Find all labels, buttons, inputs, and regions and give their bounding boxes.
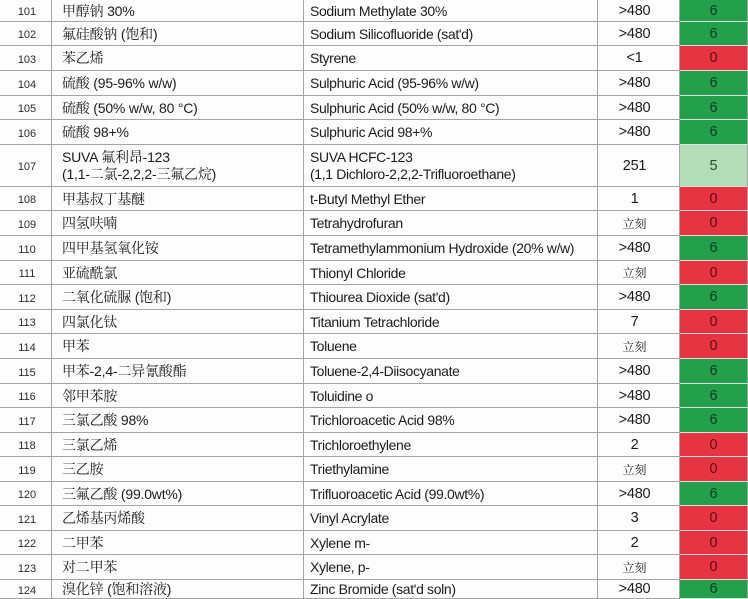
resistance-rating: 6 <box>680 408 748 433</box>
breakthrough-time: >480 <box>598 22 680 46</box>
table-row <box>0 506 748 531</box>
table-row <box>0 46 748 71</box>
chemical-name-cn: 三乙胺 <box>52 457 304 482</box>
chemical-name-cn: 四甲基氢氧化铵 <box>52 236 304 261</box>
resistance-rating: 6 <box>680 96 748 120</box>
row-number: 121 <box>0 506 52 531</box>
breakthrough-time: 7 <box>598 310 680 334</box>
chemical-name-cn: 对二甲苯 <box>52 555 304 580</box>
chemical-name-en: Toluidine o <box>304 384 598 408</box>
chemical-name-cn: 邻甲苯胺 <box>52 384 304 408</box>
chemical-name-cn: 乙烯基丙烯酸 <box>52 506 304 531</box>
row-number: 105 <box>0 96 52 120</box>
breakthrough-time: >480 <box>598 482 680 506</box>
resistance-rating: 6 <box>680 120 748 145</box>
table-row <box>0 261 748 285</box>
row-number: 112 <box>0 285 52 310</box>
breakthrough-time: 立刻 <box>598 457 680 482</box>
resistance-rating: 6 <box>680 285 748 310</box>
chemical-name-en: Tetrahydrofuran <box>304 211 598 236</box>
table-row <box>0 236 748 261</box>
resistance-rating: 6 <box>680 482 748 506</box>
table-row <box>0 580 748 599</box>
breakthrough-time: >480 <box>598 236 680 261</box>
resistance-rating: 6 <box>680 71 748 96</box>
table-row <box>0 384 748 408</box>
table-row <box>0 22 748 46</box>
table-row <box>0 96 748 120</box>
table-row <box>0 145 748 187</box>
chemical-name-en: t-Butyl Methyl Ether <box>304 187 598 211</box>
resistance-rating: 0 <box>680 433 748 457</box>
resistance-rating: 0 <box>680 334 748 359</box>
breakthrough-time: >480 <box>598 285 680 310</box>
breakthrough-time: 3 <box>598 506 680 531</box>
chemical-name-en: Thionyl Chloride <box>304 261 598 285</box>
table-row <box>0 120 748 145</box>
table-row <box>0 187 748 211</box>
row-number: 111 <box>0 261 52 285</box>
resistance-rating: 6 <box>680 22 748 46</box>
table-row <box>0 310 748 334</box>
row-number: 102 <box>0 22 52 46</box>
resistance-rating: 0 <box>680 211 748 236</box>
resistance-rating: 0 <box>680 46 748 71</box>
chemical-name-cn: 甲苯-2,4-二异氰酸酯 <box>52 359 304 384</box>
chemical-name-cn: SUVA 氟利昂-123 (1,1-二氯-2,2,2-三氟乙烷) <box>52 145 304 187</box>
table-row <box>0 211 748 236</box>
row-number: 115 <box>0 359 52 384</box>
breakthrough-time: >480 <box>598 359 680 384</box>
chemical-name-en: Toluene-2,4-Diisocyanate <box>304 359 598 384</box>
resistance-rating: 6 <box>680 236 748 261</box>
chemical-name-cn: 三氯乙烯 <box>52 433 304 457</box>
breakthrough-time: 立刻 <box>598 261 680 285</box>
resistance-rating: 0 <box>680 187 748 211</box>
row-number: 106 <box>0 120 52 145</box>
table-row <box>0 531 748 555</box>
table-row <box>0 0 748 22</box>
breakthrough-time: 立刻 <box>598 334 680 359</box>
table-row <box>0 457 748 482</box>
resistance-rating: 0 <box>680 457 748 482</box>
chemical-name-en: Sodium Methylate 30% <box>304 0 598 22</box>
breakthrough-time: >480 <box>598 580 680 599</box>
table-row <box>0 359 748 384</box>
chemical-name-en: Vinyl Acrylate <box>304 506 598 531</box>
chemical-name-cn: 二甲苯 <box>52 531 304 555</box>
row-number: 119 <box>0 457 52 482</box>
resistance-rating: 0 <box>680 555 748 580</box>
row-number: 107 <box>0 145 52 187</box>
breakthrough-time: >480 <box>598 384 680 408</box>
breakthrough-time: >480 <box>598 408 680 433</box>
row-number: 116 <box>0 384 52 408</box>
chemical-name-cn: 氟硅酸钠 (饱和) <box>52 22 304 46</box>
chemical-name-en: Triethylamine <box>304 457 598 482</box>
row-number: 117 <box>0 408 52 433</box>
resistance-rating: 0 <box>680 531 748 555</box>
table-row <box>0 71 748 96</box>
table-row <box>0 433 748 457</box>
chemical-name-en: Trichloroethylene <box>304 433 598 457</box>
chemical-name-cn: 溴化锌 (饱和溶液) <box>52 580 304 599</box>
row-number: 103 <box>0 46 52 71</box>
chemical-name-en: Trifluoroacetic Acid (99.0wt%) <box>304 482 598 506</box>
chemical-name-cn: 二氧化硫脲 (饱和) <box>52 285 304 310</box>
chemical-name-en: Trichloroacetic Acid 98% <box>304 408 598 433</box>
breakthrough-time: <1 <box>598 46 680 71</box>
resistance-rating: 0 <box>680 310 748 334</box>
chemical-name-cn: 硫酸 (95-96% w/w) <box>52 71 304 96</box>
chemical-name-en: Xylene m- <box>304 531 598 555</box>
breakthrough-time: >480 <box>598 120 680 145</box>
breakthrough-time: 立刻 <box>598 211 680 236</box>
chemical-name-en: Toluene <box>304 334 598 359</box>
chemical-name-en: Sulphuric Acid (50% w/w, 80 °C) <box>304 96 598 120</box>
chemical-name-cn: 苯乙烯 <box>52 46 304 71</box>
row-number: 101 <box>0 0 52 22</box>
table-row <box>0 334 748 359</box>
row-number: 108 <box>0 187 52 211</box>
chemical-name-en: Sulphuric Acid 98+% <box>304 120 598 145</box>
chemical-name-cn: 四氢呋喃 <box>52 211 304 236</box>
row-number: 118 <box>0 433 52 457</box>
chemical-name-cn: 三氯乙酸 98% <box>52 408 304 433</box>
row-number: 113 <box>0 310 52 334</box>
resistance-rating: 0 <box>680 506 748 531</box>
table-row <box>0 408 748 433</box>
table-row <box>0 482 748 506</box>
breakthrough-time: 2 <box>598 433 680 457</box>
chemical-name-cn: 甲苯 <box>52 334 304 359</box>
chemical-name-en: Styrene <box>304 46 598 71</box>
row-number: 122 <box>0 531 52 555</box>
chemical-name-cn: 四氯化钛 <box>52 310 304 334</box>
table-row <box>0 555 748 580</box>
chemical-name-en: Sulphuric Acid (95-96% w/w) <box>304 71 598 96</box>
chemical-name-en: Zinc Bromide (sat'd soln) <box>304 580 598 599</box>
chemical-name-cn: 硫酸 98+% <box>52 120 304 145</box>
row-number: 110 <box>0 236 52 261</box>
row-number: 124 <box>0 580 52 599</box>
breakthrough-time: >480 <box>598 71 680 96</box>
chemical-name-en: Sodium Silicofluoride (sat'd) <box>304 22 598 46</box>
resistance-rating: 6 <box>680 0 748 22</box>
breakthrough-time: >480 <box>598 0 680 22</box>
chemical-name-cn: 硫酸 (50% w/w, 80 °C) <box>52 96 304 120</box>
row-number: 104 <box>0 71 52 96</box>
resistance-rating: 6 <box>680 580 748 599</box>
table-row <box>0 285 748 310</box>
chemical-name-en: SUVA HCFC-123 (1,1 Dichloro-2,2,2-Trifluoroethane) <box>304 145 598 187</box>
resistance-rating: 5 <box>680 145 748 187</box>
chemical-name-cn: 三氟乙酸 (99.0wt%) <box>52 482 304 506</box>
chemical-name-en: Titanium Tetrachloride <box>304 310 598 334</box>
chemical-name-en: Tetramethylammonium Hydroxide (20% w/w) <box>304 236 598 261</box>
row-number: 114 <box>0 334 52 359</box>
chemical-name-en: Xylene, p- <box>304 555 598 580</box>
breakthrough-time: 2 <box>598 531 680 555</box>
chemical-name-cn: 亚硫酰氯 <box>52 261 304 285</box>
row-number: 120 <box>0 482 52 506</box>
chemical-name-cn: 甲醇钠 30% <box>52 0 304 22</box>
breakthrough-time: >480 <box>598 96 680 120</box>
row-number: 109 <box>0 211 52 236</box>
chemical-name-en: Thiourea Dioxide (sat'd) <box>304 285 598 310</box>
resistance-rating: 6 <box>680 359 748 384</box>
breakthrough-time: 251 <box>598 145 680 187</box>
breakthrough-time: 1 <box>598 187 680 211</box>
resistance-rating: 6 <box>680 384 748 408</box>
chemical-name-cn: 甲基叔丁基醚 <box>52 187 304 211</box>
resistance-rating: 0 <box>680 261 748 285</box>
breakthrough-time: 立刻 <box>598 555 680 580</box>
row-number: 123 <box>0 555 52 580</box>
